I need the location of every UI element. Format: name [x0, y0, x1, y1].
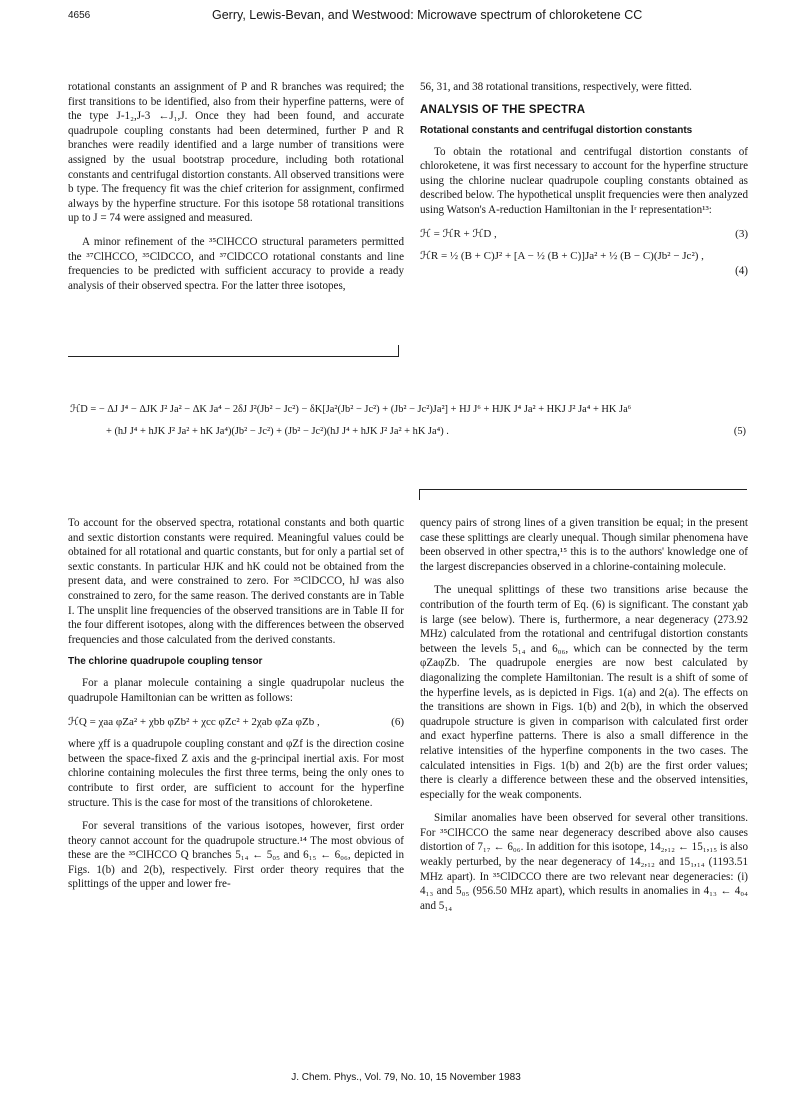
right-column-top: [420, 80, 748, 278]
paragraph: A minor refinement of the ³⁵ClHCCO structural parameters permitted the ³⁷ClHCCO, ³⁵ClDCCO, and ³⁷ClDCCO rotational constants and line frequencies to be predicted with sufficient accuracy to provide a ready analysis of their observed spectra. For the latter three isotopes,: [68, 235, 404, 292]
paragraph: To obtain the rotational and centrifugal distortion constants of chloroketene, it was first necessary to account for the hyperfine structure using the chlorine nuclear quadrupole coupling constants obtained as described below. The hypothetical unsplit frequencies were then analyzed using Watson's A-reduction Hamiltonian in the Iʳ representation¹³:: [420, 145, 748, 216]
left-column-bottom: [68, 516, 404, 901]
paragraph: To account for the observed spectra, rotational constants and both quartic and sextic distortion constants were required. Meaningful values could be obtained for all rotational and quartic constants, but for only a partial set of sextic constants. In particular HJK and hK could not be obtained from the present data, and were constrained to zero. For ³⁵ClDCCO, hJ was also constrained to zero, for the same reason. The derived constants are in Table I. The unsplit line frequencies of the observed transitions are in Table II for the four different isotopes, along with the differences between the observed frequencies and those calculated from the derived constants.: [68, 517, 404, 646]
subsection-title: Rotational constants and centrifugal distortion constants: [420, 124, 693, 136]
equation-6: [68, 715, 404, 730]
journal-footer: J. Chem. Phys., Vol. 79, No. 10, 15 November 1983: [291, 1072, 521, 1083]
subsection-title: The chlorine quadrupole coupling tensor: [68, 656, 263, 668]
page-number: 4656: [68, 10, 91, 21]
column-rule-left-tick: [398, 345, 399, 356]
equation-body: + (hJ J⁴ + hJK J² Ja² + hK Ja⁴)(Jb² − Jc²) + (Jb² − Jc²)(hJ J⁴ + hJK J² Ja² + hK Ja⁴) .: [106, 426, 449, 437]
equation-line: ℋD = − ΔJ J⁴ − ΔJK J² Ja² − ΔK Ja⁴ − 2δJ J²(Jb² − Jc²) − δK[Ja²(Jb² − Jc²) + (Jb² − Jc²)Ja²] + HJ J⁶ + HJK J⁴ Ja² + HKJ J² Ja⁴ + HK Ja⁶: [70, 404, 632, 415]
equation-3: [420, 227, 748, 242]
paragraph: For several transitions of the various isotopes, however, first order theory cannot account for the quadrupole structure.¹⁴ The most obvious of these are the ³⁵ClHCCO Q branches 5₁₄ ← 5₀₅ and 6₁₅ ← 6₀₆, depicted in Figs. 1(b) and 2(b), respectively. First order theory requires that the splittings of the upper and lower fre-: [68, 820, 404, 891]
right-column-bottom: [420, 516, 748, 922]
equation-body: ℋR = ½ (B + C)J² + [A − ½ (B + C)]Ja² + ½ (B − C)(Jb² − Jc²) ,: [420, 250, 704, 263]
equation-4: [420, 249, 748, 264]
paragraph: 56, 31, and 38 rotational transitions, respectively, were fitted.: [420, 81, 692, 93]
paragraph: where χff is a quadrupole coupling constant and φZf is the direction cosine between the space-fixed Z axis and the g-principal inertial axis. For most chlorine containing molecules the first three terms, being the only ones to contribute to first order, are sufficient to account for the hyperfine structure. This is the case for most of the transitions of chloroketene.: [68, 738, 404, 809]
equation-5: [70, 399, 746, 443]
equation-line: [70, 421, 746, 443]
equation-number: (5): [733, 426, 746, 437]
equation-number: (3): [735, 227, 748, 240]
column-rule-left: [68, 356, 399, 357]
equation-body: ℋQ = χaa φZa² + χbb φZb² + χcc φZc² + 2χab φZa φZb ,: [68, 715, 320, 728]
column-rule-right-tick: [419, 489, 420, 500]
equation-body: ℋ = ℋR + ℋD ,: [420, 227, 497, 240]
left-column-top: [68, 80, 404, 302]
equation-number: (6): [391, 715, 404, 728]
paragraph: Similar anomalies have been observed for several other transitions. For ³⁵ClHCCO the same near degeneracy described above also causes distortion of 7₁₇ ← 6₀₆. In addition for this isotope, 14₂,₁₂ ← 15₁,₁₅ is also weakly perturbed, by the near degeneracy of 14₂,₁₂ and 15₁,₁₄ (1193.51 MHz apart). In ³⁵ClDCCO there are two relevant near degeneracies: (i) 4₁₃ and 5₀₅ (956.50 MHz apart), which results in anomalies in 4₁₃ ← 4₀₄ and 5₁₄: [420, 812, 748, 912]
column-rule-right: [419, 489, 747, 490]
paragraph: For a planar molecule containing a single quadrupolar nucleus the quadrupole Hamiltonian can be written as follows:: [68, 677, 404, 704]
paragraph: The unequal splittings of these two transitions arise because the contribution of the fourth term of Eq. (6) is significant. The constant χab is large (see below). There is, furthermore, a near degeneracy (273.92 MHz) calculated from the rotational and centrifugal distortion constants between the levels 5₁₄ and 6₀₆, which can be connected by the term φZaφZb. The quadrupole energies are now best calculated by diagonalizing the complete Hamiltonian. The result is a shift of some of the hyperfine levels, as is depicted in Figs. 1(a) and 2(a). The effects on the transitions are shown in Figs. 1(b) and 2(b), in which the observed quadrupole structure is given in comparison with calculated first order and exact hyperfine patterns. There is also a small difference in the relative intensities of the hyperfine components in the two cases. The calculated intensities in Figs. 1(b) and 2(b) are the first order values; there is clearly a difference between these and the observed intensities, especially for the weak components.: [420, 584, 748, 801]
paragraph: rotational constants an assignment of P and R branches was required; the first transitions to be identified, also from their hyperfine patterns, were of the type J-1₂,J-3 ←J₁,J. Once they had been found, and accurate quadrupole coupling constants had been determined, further P and R branches were readily identified and a large number of transitions were assigned by the usual bootstrap procedure, including both rotational constants and centrifugal distortion constants. All observed transitions were b type. The frequency fit was the chief criterion for assignment, confirmed always by the hyperfine structure. For this isotope 58 rotational transitions up to J = 74 were assigned and measured.: [68, 81, 404, 225]
section-title: ANALYSIS OF THE SPECTRA: [420, 103, 586, 116]
paragraph: quency pairs of strong lines of a given transition be equal; in the present case these splittings are clearly unequal. Though similar phenomena have been observed in other spectra,¹⁵ this is to the authors' knowledge one of the largest discrepancies observed in a chlorine-containing molecule.: [420, 517, 748, 573]
running-title: Gerry, Lewis-Bevan, and Westwood: Microwave spectrum of chloroketene CC: [212, 8, 643, 22]
equation-number: (4): [735, 264, 748, 277]
